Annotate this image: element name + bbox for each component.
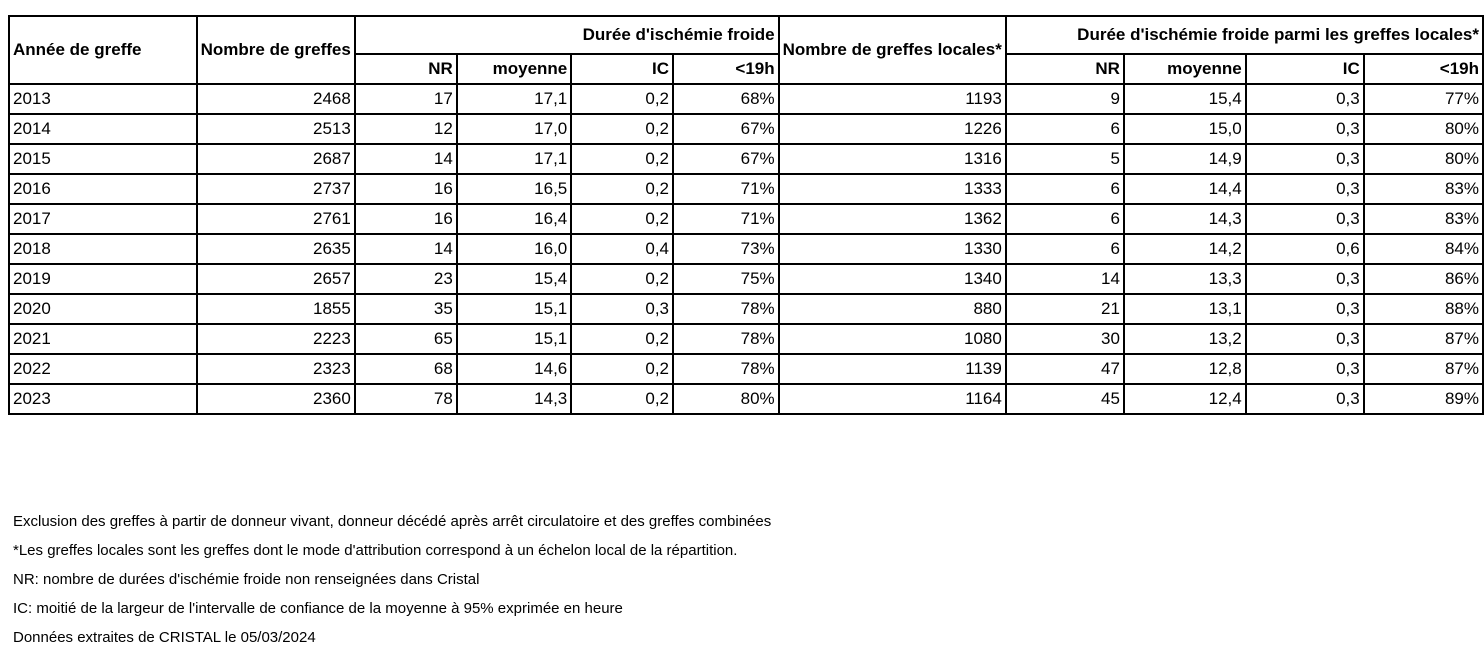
table-row <box>9 294 1483 324</box>
cell-count: 2513 <box>197 114 355 144</box>
cell-nr: 35 <box>355 294 457 324</box>
cell-count: 2468 <box>197 84 355 114</box>
cell-nr: 65 <box>355 324 457 354</box>
cell-local-lt19: 87% <box>1364 354 1483 384</box>
table-row <box>9 204 1483 234</box>
cell-nr: 16 <box>355 174 457 204</box>
footnote-local-grafts: *Les greffes locales sont les greffes dont le mode d'attribution correspond à un échelon local de la répartition. <box>13 542 738 559</box>
header-ic: IC <box>571 54 673 84</box>
cell-ic: 0,2 <box>571 174 673 204</box>
cell-mean: 16,0 <box>457 234 571 264</box>
cell-lt19: 75% <box>673 264 779 294</box>
table-row <box>9 144 1483 174</box>
cell-local-mean: 14,9 <box>1124 144 1246 174</box>
cell-local-count: 1333 <box>779 174 1006 204</box>
cell-local-mean: 14,2 <box>1124 234 1246 264</box>
cell-nr: 68 <box>355 354 457 384</box>
cell-local-nr: 47 <box>1006 354 1124 384</box>
cell-nr: 17 <box>355 84 457 114</box>
cell-local-nr: 5 <box>1006 144 1124 174</box>
cell-ic: 0,2 <box>571 204 673 234</box>
cell-nr: 16 <box>355 204 457 234</box>
cell-lt19: 80% <box>673 384 779 414</box>
table-row <box>9 234 1483 264</box>
cell-count: 2737 <box>197 174 355 204</box>
footnote-ic: IC: moitié de la largeur de l'intervalle de confiance de la moyenne à 95% exprimée en heure <box>13 600 623 617</box>
cell-local-count: 1164 <box>779 384 1006 414</box>
cell-local-lt19: 77% <box>1364 84 1483 114</box>
cell-local-ic: 0,6 <box>1246 234 1364 264</box>
cell-local-ic: 0,3 <box>1246 84 1364 114</box>
cell-mean: 17,1 <box>457 84 571 114</box>
table-row <box>9 264 1483 294</box>
cell-year: 2013 <box>9 84 197 114</box>
cell-local-count: 1139 <box>779 354 1006 384</box>
table-row <box>9 84 1483 114</box>
table-row <box>9 354 1483 384</box>
cell-local-mean: 12,8 <box>1124 354 1246 384</box>
cell-lt19: 78% <box>673 324 779 354</box>
cell-ic: 0,2 <box>571 324 673 354</box>
cell-local-mean: 14,3 <box>1124 204 1246 234</box>
cell-local-count: 1362 <box>779 204 1006 234</box>
cell-ic: 0,3 <box>571 294 673 324</box>
cell-lt19: 68% <box>673 84 779 114</box>
cell-nr: 78 <box>355 384 457 414</box>
cell-year: 2015 <box>9 144 197 174</box>
cell-mean: 17,0 <box>457 114 571 144</box>
cell-nr: 14 <box>355 234 457 264</box>
cell-lt19: 71% <box>673 204 779 234</box>
cell-nr: 14 <box>355 144 457 174</box>
cell-count: 2323 <box>197 354 355 384</box>
cell-local-ic: 0,3 <box>1246 384 1364 414</box>
cell-local-ic: 0,3 <box>1246 204 1364 234</box>
table-row <box>9 324 1483 354</box>
cell-local-count: 1340 <box>779 264 1006 294</box>
cell-year: 2020 <box>9 294 197 324</box>
cell-local-lt19: 88% <box>1364 294 1483 324</box>
cell-local-ic: 0,3 <box>1246 264 1364 294</box>
cell-local-ic: 0,3 <box>1246 114 1364 144</box>
cell-local-lt19: 87% <box>1364 324 1483 354</box>
cell-count: 1855 <box>197 294 355 324</box>
cell-local-nr: 30 <box>1006 324 1124 354</box>
cell-year: 2016 <box>9 174 197 204</box>
cell-local-mean: 13,1 <box>1124 294 1246 324</box>
cell-local-nr: 21 <box>1006 294 1124 324</box>
cell-local-lt19: 84% <box>1364 234 1483 264</box>
cell-ic: 0,2 <box>571 384 673 414</box>
header-year: Année de greffe <box>9 16 197 84</box>
cell-mean: 14,3 <box>457 384 571 414</box>
cell-local-nr: 6 <box>1006 234 1124 264</box>
cell-local-nr: 6 <box>1006 114 1124 144</box>
cell-mean: 14,6 <box>457 354 571 384</box>
cell-year: 2018 <box>9 234 197 264</box>
cell-year: 2017 <box>9 204 197 234</box>
cell-local-lt19: 86% <box>1364 264 1483 294</box>
header-local-graft-count: Nombre de greffes locales* <box>779 16 1006 84</box>
cell-local-count: 880 <box>779 294 1006 324</box>
cell-local-ic: 0,3 <box>1246 144 1364 174</box>
cell-ic: 0,2 <box>571 264 673 294</box>
header-lt19: <19h <box>673 54 779 84</box>
cell-mean: 16,5 <box>457 174 571 204</box>
cell-year: 2021 <box>9 324 197 354</box>
cell-local-lt19: 89% <box>1364 384 1483 414</box>
cell-mean: 15,4 <box>457 264 571 294</box>
cell-count: 2223 <box>197 324 355 354</box>
cell-local-nr: 14 <box>1006 264 1124 294</box>
cell-local-mean: 13,2 <box>1124 324 1246 354</box>
header-local-lt19: <19h <box>1364 54 1483 84</box>
cell-local-ic: 0,3 <box>1246 324 1364 354</box>
header-local-cold-ischemia-group: Durée d'ischémie froide parmi les greffes locales* <box>1006 16 1483 54</box>
cell-local-nr: 9 <box>1006 84 1124 114</box>
cell-nr: 12 <box>355 114 457 144</box>
cell-mean: 15,1 <box>457 294 571 324</box>
cell-local-lt19: 83% <box>1364 174 1483 204</box>
cell-local-count: 1080 <box>779 324 1006 354</box>
cell-year: 2023 <box>9 384 197 414</box>
cell-local-lt19: 80% <box>1364 114 1483 144</box>
cell-local-mean: 15,4 <box>1124 84 1246 114</box>
footnote-exclusion: Exclusion des greffes à partir de donneur vivant, donneur décédé après arrêt circulatoire et des greffes combinées <box>13 513 772 530</box>
table-row <box>9 384 1483 414</box>
cell-local-nr: 6 <box>1006 204 1124 234</box>
cell-lt19: 78% <box>673 294 779 324</box>
footnotes <box>13 507 771 652</box>
cell-local-mean: 12,4 <box>1124 384 1246 414</box>
table-row <box>9 174 1483 204</box>
cell-count: 2635 <box>197 234 355 264</box>
data-table <box>8 15 1484 415</box>
cell-local-nr: 45 <box>1006 384 1124 414</box>
cell-local-count: 1330 <box>779 234 1006 264</box>
header-local-mean: moyenne <box>1124 54 1246 84</box>
cell-count: 2687 <box>197 144 355 174</box>
cell-mean: 15,1 <box>457 324 571 354</box>
table-row <box>9 114 1483 144</box>
cell-local-lt19: 83% <box>1364 204 1483 234</box>
cell-count: 2360 <box>197 384 355 414</box>
footnote-nr: NR: nombre de durées d'ischémie froide non renseignées dans Cristal <box>13 571 480 588</box>
cell-count: 2761 <box>197 204 355 234</box>
cell-local-mean: 15,0 <box>1124 114 1246 144</box>
cell-local-count: 1316 <box>779 144 1006 174</box>
cell-lt19: 73% <box>673 234 779 264</box>
cell-lt19: 71% <box>673 174 779 204</box>
cell-lt19: 67% <box>673 114 779 144</box>
cell-mean: 17,1 <box>457 144 571 174</box>
cell-local-nr: 6 <box>1006 174 1124 204</box>
cell-ic: 0,2 <box>571 84 673 114</box>
cell-lt19: 67% <box>673 144 779 174</box>
header-mean: moyenne <box>457 54 571 84</box>
header-graft-count: Nombre de greffes <box>197 16 355 84</box>
cell-year: 2022 <box>9 354 197 384</box>
cell-nr: 23 <box>355 264 457 294</box>
cell-year: 2014 <box>9 114 197 144</box>
cell-ic: 0,2 <box>571 144 673 174</box>
cell-ic: 0,2 <box>571 114 673 144</box>
cell-ic: 0,2 <box>571 354 673 384</box>
cell-local-ic: 0,3 <box>1246 294 1364 324</box>
cell-local-count: 1226 <box>779 114 1006 144</box>
cell-local-mean: 14,4 <box>1124 174 1246 204</box>
cell-local-ic: 0,3 <box>1246 354 1364 384</box>
cell-ic: 0,4 <box>571 234 673 264</box>
cell-lt19: 78% <box>673 354 779 384</box>
header-local-ic: IC <box>1246 54 1364 84</box>
cell-local-count: 1193 <box>779 84 1006 114</box>
footnote-source: Données extraites de CRISTAL le 05/03/2024 <box>13 629 316 646</box>
cell-local-mean: 13,3 <box>1124 264 1246 294</box>
header-cold-ischemia-group: Durée d'ischémie froide <box>355 16 779 54</box>
cell-year: 2019 <box>9 264 197 294</box>
cell-count: 2657 <box>197 264 355 294</box>
cell-mean: 16,4 <box>457 204 571 234</box>
cell-local-ic: 0,3 <box>1246 174 1364 204</box>
cell-local-lt19: 80% <box>1364 144 1483 174</box>
header-local-nr: NR <box>1006 54 1124 84</box>
header-nr: NR <box>355 54 457 84</box>
